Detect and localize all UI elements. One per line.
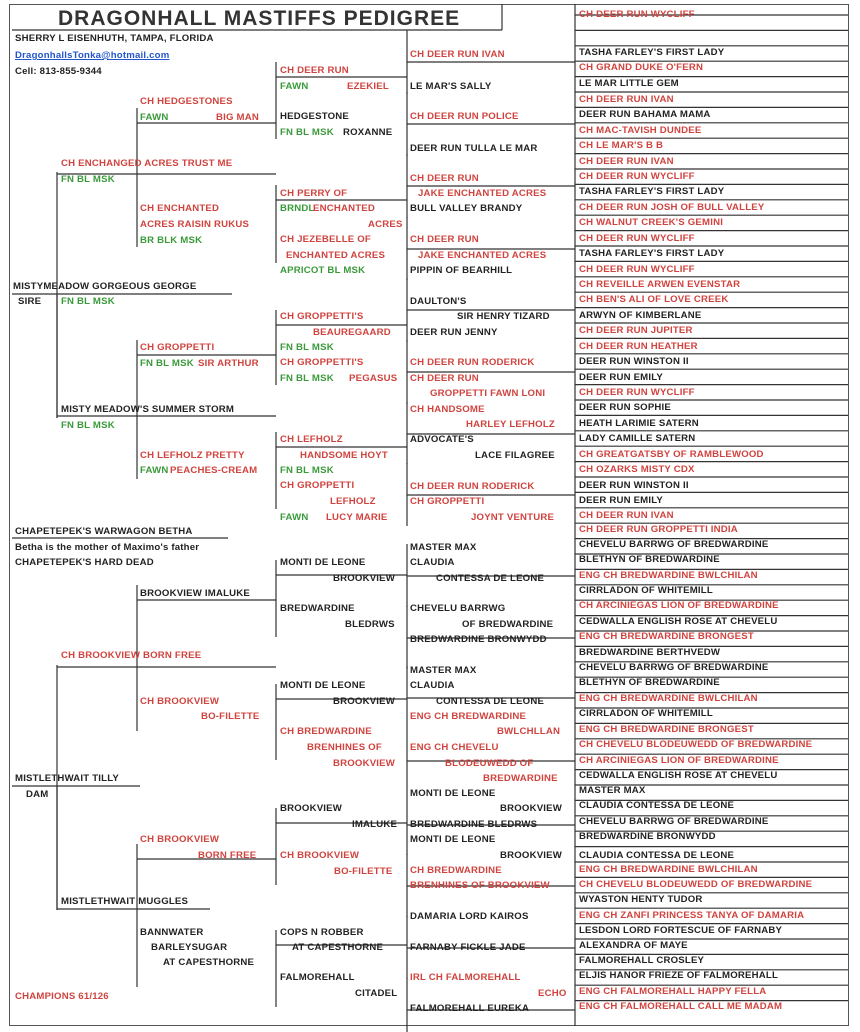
pedigree-name: CLAUDIA [410, 557, 455, 568]
pedigree-name: CH DEER RUN WYCLIFF [579, 264, 695, 275]
pedigree-name: HANDSOME HOYT [300, 450, 388, 461]
pedigree-name: CH GRAND DUKE O'FERN [579, 62, 704, 73]
pedigree-name: BO-FILETTE [334, 866, 393, 877]
pedigree-name: CH DEER RUN RODERICK [410, 481, 535, 492]
pedigree-name: ALEXANDRA OF MAYE [579, 940, 688, 951]
pedigree-name: LESDON LORD FORTESCUE OF FARNABY [579, 925, 783, 936]
pedigree-name: CIRRLADON OF WHITEMILL [579, 585, 713, 596]
pedigree-name: PIPPIN OF BEARHILL [410, 265, 513, 276]
pedigree-name: CH LEFHOLZ [280, 434, 343, 445]
pedigree-name: FALMOREHALL EUREKA [410, 1003, 530, 1014]
pedigree-name: BRNDL [280, 203, 315, 214]
pedigree-name: DAM [26, 789, 49, 800]
pedigree-name: FAWN [140, 112, 169, 123]
pedigree-name: CHEVELU BARRWG OF BREDWARDINE [579, 816, 769, 827]
pedigree-name: BEAUREGAARD [313, 327, 391, 338]
pedigree-name: TASHA FARLEY'S FIRST LADY [579, 186, 725, 197]
pedigree-name: APRICOT BL MSK [280, 265, 366, 276]
pedigree-name: HEDGESTONE [280, 111, 349, 122]
page-title: DRAGONHALL MASTIFFS PEDIGREE [58, 7, 461, 30]
pedigree-name: ENG CH BREDWARDINE [410, 711, 527, 722]
pedigree-name: TASHA FARLEY'S FIRST LADY [579, 47, 725, 58]
pedigree-name: SIRE [18, 296, 42, 307]
pedigree-name: CH ENCHANTED [140, 203, 220, 214]
pedigree-name: JOYNT VENTURE [471, 512, 555, 523]
pedigree-name: PEACHES-CREAM [170, 465, 258, 476]
pedigree-name: CHEVELU BARRWG OF BREDWARDINE [579, 539, 769, 550]
pedigree-name: CH DEER RUN [410, 373, 479, 384]
pedigree-name: CONTESSA DE LEONE [436, 573, 545, 584]
pedigree-name: BREDWARDINE BLEDRWS [410, 819, 538, 830]
pedigree-name: DAULTON'S [410, 296, 467, 307]
pedigree-name: FN BL MSK [61, 296, 115, 307]
pedigree-name: CH DEER RUN WYCLIFF [579, 387, 695, 398]
pedigree-name: SIR HENRY TIZARD [457, 311, 550, 322]
pedigree-name: BREDWARDINE BRONWYDD [579, 831, 716, 842]
pedigree-name: BRENHINES OF BROOKVIEW [410, 880, 550, 891]
pedigree-name: CH BEN'S ALI OF LOVE CREEK [579, 294, 729, 305]
pedigree-name: CH DEER RUN POLICE [410, 111, 519, 122]
pedigree-name: FALMOREHALL [280, 972, 355, 983]
pedigree-name: BIG MAN [216, 112, 259, 123]
pedigree-name: MISTLETHWAIT TILLY [15, 773, 119, 784]
pedigree-name: CLAUDIA [410, 680, 455, 691]
pedigree-name: BROOKVIEW [500, 850, 563, 861]
pedigree-name: CH GROPPETTI [140, 342, 215, 353]
pedigree-name: JAKE ENCHANTED ACRES [418, 188, 547, 199]
pedigree-name: CITADEL [355, 988, 398, 999]
pedigree-name: DEER RUN BAHAMA MAMA [579, 109, 711, 120]
pedigree-name: CH ARCINIEGAS LION OF BREDWARDINE [579, 600, 779, 611]
pedigree-name: BORN FREE [198, 850, 257, 861]
pedigree-name: DEER RUN WINSTON II [579, 356, 689, 367]
pedigree-name: CH DEER RUN [280, 65, 349, 76]
pedigree-name: CH DEER RUN WYCLIFF [579, 171, 695, 182]
pedigree-name: CH BROOKVIEW [140, 696, 220, 707]
pedigree-name: ADVOCATE'S [410, 434, 474, 445]
pedigree-name: LADY CAMILLE SATERN [579, 433, 696, 444]
pedigree-name: CH LE MAR'S B B [579, 140, 664, 151]
pedigree-name: ENCHANTED ACRES [286, 250, 386, 261]
pedigree-name: BREDWARDINE [483, 773, 558, 784]
pedigree-name: BREDWARDINE [280, 603, 355, 614]
pedigree-name: FN BL MSK [61, 420, 115, 431]
pedigree-name: BLODEUWEDD OF [445, 758, 534, 769]
pedigree-name: CH ENCHANGED ACRES TRUST ME [61, 158, 233, 169]
pedigree-name: LE MAR'S SALLY [410, 81, 492, 92]
pedigree-name: ENG CH ZANFI PRINCESS TANYA OF DAMARIA [579, 910, 805, 921]
pedigree-name: CH DEER RUN JOSH OF BULL VALLEY [579, 202, 765, 213]
pedigree-name: BARLEYSUGAR [151, 942, 228, 953]
pedigree-name: EZEKIEL [347, 81, 389, 92]
pedigree-name: CH DEER RUN RODERICK [410, 357, 535, 368]
pedigree-name: CH DEER RUN IVAN [579, 94, 674, 105]
pedigree-name: HEATH LARIMIE SATERN [579, 418, 699, 429]
pedigree-name: CLAUDIA CONTESSA DE LEONE [579, 800, 735, 811]
pedigree-name: CHEVELU BARRWG [410, 603, 506, 614]
pedigree-name: CH DEER RUN GROPPETTI INDIA [579, 524, 738, 535]
pedigree-name: LEFHOLZ [330, 496, 376, 507]
pedigree-name: CH ARCINIEGAS LION OF BREDWARDINE [579, 755, 779, 766]
pedigree-name: ARWYN OF KIMBERLANE [579, 310, 702, 321]
pedigree-name: CH DEER RUN [410, 234, 479, 245]
champions-count: CHAMPIONS 61/126 [15, 991, 109, 1002]
pedigree-name: AT CAPESTHORNE [163, 957, 255, 968]
pedigree-name: FN BL MSK [140, 358, 194, 369]
pedigree-name: FN BL MSK [280, 342, 334, 353]
pedigree-name: BROOKVIEW [280, 803, 343, 814]
pedigree-name: CH OZARKS MISTY CDX [579, 464, 695, 475]
pedigree-name: CH BREDWARDINE [280, 726, 372, 737]
pedigree-name: BRENHINES OF [307, 742, 382, 753]
pedigree-name: CHEVELU BARRWG OF BREDWARDINE [579, 662, 769, 673]
pedigree-name: FALMOREHALL CROSLEY [579, 955, 705, 966]
pedigree-name: ENG CH BREDWARDINE BWLCHILAN [579, 570, 758, 581]
pedigree-name: CH GROPPETTI [410, 496, 485, 507]
pedigree-name: DEER RUN WINSTON II [579, 480, 689, 491]
pedigree-name: MASTER MAX [410, 542, 477, 553]
pedigree-name: MISTYMEADOW GORGEOUS GEORGE [13, 281, 197, 292]
pedigree-name: BLEDRWS [345, 619, 395, 630]
pedigree-name: BLETHYN OF BREDWARDINE [579, 554, 720, 565]
pedigree-name: PEGASUS [349, 373, 398, 384]
pedigree-name: FAWN [140, 465, 169, 476]
pedigree-name: GROPPETTI FAWN LONI [430, 388, 546, 399]
pedigree-name: ENG CH BREDWARDINE BRONGEST [579, 724, 754, 735]
pedigree-name: TASHA FARLEY'S FIRST LADY [579, 248, 725, 259]
pedigree-name: ELJIS HANOR FRIEZE OF FALMOREHALL [579, 970, 779, 981]
pedigree-name: FAWN [280, 512, 309, 523]
pedigree-name: IMALUKE [352, 819, 398, 830]
pedigree-name: CEDWALLA ENGLISH ROSE AT CHEVELU [579, 616, 778, 627]
pedigree-name: CHAPETEPEK'S HARD DEAD [15, 557, 154, 568]
pedigree-name: FN BL MSK [280, 127, 334, 138]
pedigree-name: BANNWATER [140, 927, 204, 938]
pedigree-name: FN BL MSK [61, 174, 115, 185]
pedigree-name: BREDWARDINE BRONWYDD [410, 634, 547, 645]
pedigree-name: MONTI DE LEONE [410, 834, 496, 845]
pedigree-name: CH HEDGESTONES [140, 96, 233, 107]
pedigree-name: JAKE ENCHANTED ACRES [418, 250, 547, 261]
pedigree-name: MASTER MAX [410, 665, 477, 676]
pedigree-name: MONTI DE LEONE [410, 788, 496, 799]
pedigree-name: CH WALNUT CREEK'S GEMINI [579, 217, 724, 228]
pedigree-name: MONTI DE LEONE [280, 680, 366, 691]
pedigree-name: CLAUDIA CONTESSA DE LEONE [579, 850, 735, 861]
pedigree-name: BROOKVIEW IMALUKE [140, 588, 250, 599]
pedigree-name: DEER RUN EMILY [579, 495, 664, 506]
pedigree-name: CH GROPPETTI'S [280, 311, 364, 322]
pedigree-name: ENG CH BREDWARDINE BWLCHILAN [579, 864, 758, 875]
pedigree-name: CH DEER RUN WYCLIFF [579, 9, 695, 20]
pedigree-name: CH GROPPETTI [280, 480, 355, 491]
pedigree-name: CH CHEVELU BLODEUWEDD OF BREDWARDINE [579, 879, 813, 890]
pedigree-name: SIR ARTHUR [198, 358, 259, 369]
pedigree-name: CEDWALLA ENGLISH ROSE AT CHEVELU [579, 770, 778, 781]
pedigree-name: CH MAC-TAVISH DUNDEE [579, 125, 702, 136]
pedigree-name: CH LEFHOLZ PRETTY [140, 450, 245, 461]
pedigree-name: WYASTON HENTY TUDOR [579, 894, 703, 905]
pedigree-name: OF BREDWARDINE [462, 619, 554, 630]
pedigree-name: COPS N ROBBER [280, 927, 364, 938]
pedigree-name: BULL VALLEY BRANDY [410, 203, 523, 214]
pedigree-name: BROOKVIEW [333, 758, 396, 769]
pedigree-name: CH DEER RUN WYCLIFF [579, 233, 695, 244]
pedigree-name: CH PERRY OF [280, 188, 348, 199]
pedigree-name: ENG CH BREDWARDINE BRONGEST [579, 631, 754, 642]
cell-phone: Cell: 813-855-9344 [15, 66, 102, 77]
pedigree-name: CH CHEVELU BLODEUWEDD OF BREDWARDINE [579, 739, 813, 750]
pedigree-name: CONTESSA DE LEONE [436, 696, 545, 707]
pedigree-name: CH DEER RUN [410, 173, 479, 184]
pedigree-name: CH GREATGATSBY OF RAMBLEWOOD [579, 449, 764, 460]
pedigree-name: ECHO [538, 988, 567, 999]
pedigree-name: BR BLK MSK [140, 235, 203, 246]
pedigree-name: BROOKVIEW [333, 573, 396, 584]
pedigree-name: BROOKVIEW [500, 803, 563, 814]
pedigree-name: CH JEZEBELLE OF [280, 234, 371, 245]
pedigree-name: FN BL MSK [280, 373, 334, 384]
email-link[interactable]: DragonhallsTonka@hotmail.com [15, 50, 170, 61]
pedigree-name: ENG CH CHEVELU [410, 742, 499, 753]
pedigree-name: ENG CH BREDWARDINE BWLCHILAN [579, 693, 758, 704]
pedigree-name: DEER RUN SOPHIE [579, 402, 672, 413]
pedigree-name: DEER RUN JENNY [410, 327, 498, 338]
pedigree-name: CH BROOKVIEW [280, 850, 360, 861]
pedigree-name: ACRES [368, 219, 403, 230]
pedigree-name: CH HANDSOME [410, 404, 485, 415]
pedigree-name: MASTER MAX [579, 785, 646, 796]
pedigree-name: MISTY MEADOW'S SUMMER STORM [61, 404, 235, 415]
pedigree-name: CH GROPPETTI'S [280, 357, 364, 368]
pedigree-name: DEER RUN EMILY [579, 372, 664, 383]
pedigree-name: HARLEY LEFHOLZ [466, 419, 555, 430]
pedigree-name: BREDWARDINE BERTHVEDW [579, 647, 721, 658]
pedigree-name: ENCHANTED [313, 203, 376, 214]
pedigree-name: DAMARIA LORD KAIROS [410, 911, 529, 922]
pedigree-name: LUCY MARIE [326, 512, 388, 523]
pedigree-name: BLETHYN OF BREDWARDINE [579, 677, 720, 688]
pedigree-name: ROXANNE [343, 127, 393, 138]
pedigree-name: CH DEER RUN JUPITER [579, 325, 693, 336]
pedigree-name: MONTI DE LEONE [280, 557, 366, 568]
pedigree-name: CH BREDWARDINE [410, 865, 502, 876]
pedigree-name: ACRES RAISIN RUKUS [140, 219, 250, 230]
pedigree-name: ENG CH FALMOREHALL HAPPY FELLA [579, 986, 767, 997]
pedigree-name: CH DEER RUN IVAN [579, 510, 674, 521]
pedigree-name: LE MAR LITTLE GEM [579, 78, 679, 89]
pedigree-name: CHAPETEPEK'S WARWAGON BETHA [15, 526, 193, 537]
pedigree-name: CH BROOKVIEW BORN FREE [61, 650, 202, 661]
pedigree-name: DEER RUN TULLA LE MAR [410, 143, 538, 154]
pedigree-name: AT CAPESTHORNE [292, 942, 384, 953]
pedigree-name: CH DEER RUN HEATHER [579, 341, 698, 352]
pedigree-name: FAWN [280, 81, 309, 92]
pedigree-name: LACE FILAGREE [475, 450, 555, 461]
pedigree-name: Betha is the mother of Maximo's father [15, 542, 200, 553]
pedigree-name: BWLCHLLAN [497, 726, 561, 737]
pedigree-name: BO-FILETTE [201, 711, 260, 722]
pedigree-name: CH DEER RUN IVAN [579, 156, 674, 167]
pedigree-name: FN BL MSK [280, 465, 334, 476]
pedigree-name: IRL CH FALMOREHALL [410, 972, 521, 983]
pedigree-name: CH DEER RUN IVAN [410, 49, 505, 60]
pedigree-name: BROOKVIEW [333, 696, 396, 707]
pedigree-name: CH REVEILLE ARWEN EVENSTAR [579, 279, 741, 290]
owner-info: SHERRY L EISENHUTH, TAMPA, FLORIDA [15, 33, 214, 44]
pedigree-name: CH BROOKVIEW [140, 834, 220, 845]
pedigree-name: MISTLETHWAIT MUGGLES [61, 896, 189, 907]
pedigree-name: FARNABY FICKLE JADE [410, 942, 526, 953]
pedigree-name: CIRRLADON OF WHITEMILL [579, 708, 713, 719]
pedigree-name: ENG CH FALMOREHALL CALL ME MADAM [579, 1001, 783, 1012]
